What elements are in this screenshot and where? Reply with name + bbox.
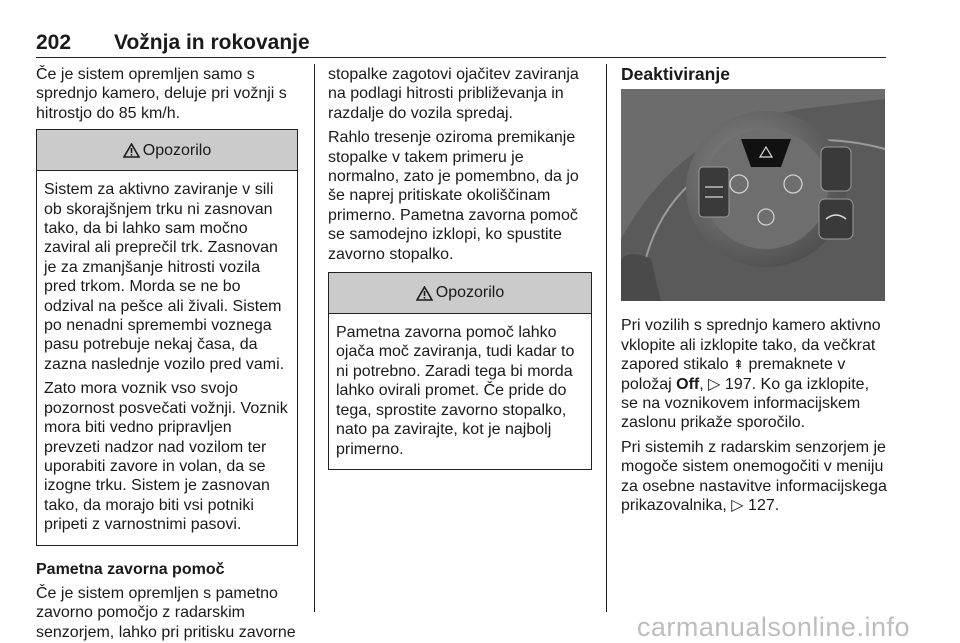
warning-title: Opozorilo (435, 284, 505, 302)
page-reference: 127 (748, 497, 775, 515)
page-reference-arrow-icon: ▷ (731, 497, 744, 515)
text-run: Pri sistemih z radarskim senzorjem je mogoče sistem onemogočiti v meniju za osebne nastavitve informacijskega prikazovalnika, (621, 438, 887, 515)
body-paragraph: Pri vozilih s sprednjo kamero aktivno vklopite ali izklopite tako, da večkrat zapored stikalo ⇞ premaknete v položaj Off, ▷ 197. Ko ga izklopite, se na voznikovem informacijskem zaslonu prikaže sporočilo. (621, 317, 881, 432)
page-header (36, 31, 886, 58)
warning-body (37, 171, 297, 544)
warning-body (329, 314, 591, 469)
column-2 (328, 65, 592, 484)
page-reference: 197 (724, 375, 752, 393)
warning-paragraph: Zato mora voznik vso svojo pozornost posvečati vožnji. Voznik mora biti vedno pripravljen prevzeti nadzor nad vozilom ter uporabiti zavore in volan, da se izogne trku. Sistem je zasnovan tako, da morajo biti vsi potniki pripeti z varnostnimi pasovi. (44, 380, 288, 534)
intro-paragraph: Če je sistem opremljen samo s sprednjo kamero, deluje pri vožnji s hitrostjo do 85 km/h. (36, 66, 287, 122)
section-title: Deaktiviranje (621, 64, 730, 84)
page-number: 202 (36, 31, 72, 54)
body-paragraph: Rahlo tresenje oziroma premikanje stopalke v takem primeru je normalno, zato je pomembno, da jo še naprej pritiskate okoliščinam primerno. Pametna zavorna pomoč se samodejno izklopi, ko spustite zavorno stopalko. (328, 129, 579, 263)
warning-triangle-icon (416, 286, 433, 301)
column-divider-1 (314, 64, 315, 612)
text-run: Pri vozilih s sprednjo kamero aktivno vklopite ali izklopite tako, da večkrat zapored stikalo (621, 317, 881, 374)
page-title: Vožnja in rokovanje (114, 31, 310, 54)
text-run: . Ko ga izklopite, se na voznikovem informacijskem zaslonu prikaže sporočilo. (621, 375, 870, 432)
warning-triangle-icon (123, 143, 140, 158)
body-paragraph: stopalke zagotovi ojačitev zaviranja na podlagi hitrosti približevanja in razdalje do vozila spredaj. (328, 66, 579, 122)
collision-alert-switch-icon: ⇞ (733, 357, 744, 373)
warning-header (329, 273, 591, 314)
warning-paragraph: Pametna zavorna pomoč lahko ojača moč zaviranja, tudi kadar to ni potrebno. Zaradi tega bi morda lahko ovirali promet. Če pride do tega, sprostite zavorno stopalko, nato pa zavirajte, kot je najbolj primerno. (336, 324, 575, 458)
text-run: . (774, 497, 780, 515)
body-paragraph: Če je sistem opremljen s pametno zavorno pomočjo z radarskim senzorjem, lahko pri pritisku zavorne (36, 584, 296, 641)
column-3 (621, 65, 887, 520)
column-divider-2 (606, 64, 607, 612)
warning-paragraph: Sistem za aktivno zaviranje v sili ob skorajšnjem trku ni zasnovan tako, da bi lahko sam močno zaviral ali preprečil trk. Zasnovan je za zmanjšanje hitrosti vozila pred trkom. Morda se ne bo odzival na pešce ali živali. Sistem po nenadni spremembi voznega pasu potrebuje nekaj časa, da zazna naslednje vozilo pred vami. (44, 181, 285, 373)
subheading: Pametna zavorna pomoč (36, 560, 225, 578)
warning-title: Opozorilo (142, 141, 212, 159)
page-reference-arrow-icon: ▷ (708, 375, 721, 393)
body-paragraph (621, 438, 887, 516)
watermark: carmanualsonline.info (636, 612, 910, 642)
warning-box-2 (328, 272, 592, 470)
text-run: premaknete v položaj (621, 356, 846, 393)
warning-header (37, 130, 297, 171)
column-1 (36, 65, 298, 642)
warning-box-1 (36, 129, 298, 545)
steering-wheel-controls-photo (621, 89, 885, 301)
off-position-label: Off (676, 375, 700, 393)
